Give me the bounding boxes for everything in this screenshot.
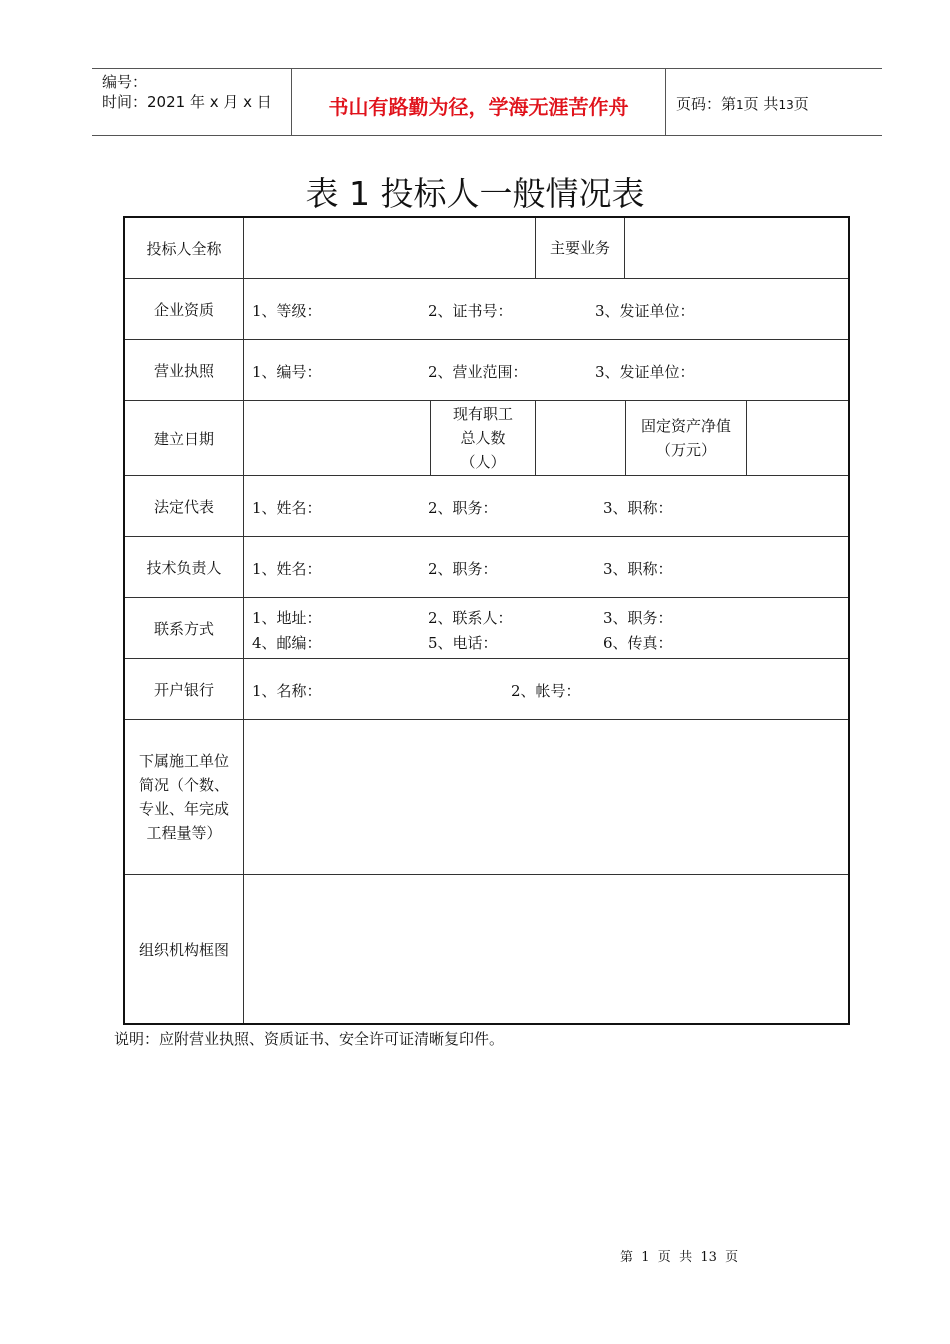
header-page-cell xyxy=(666,69,882,135)
staff-count-label xyxy=(431,401,535,475)
founded-date-label: 建立日期 xyxy=(153,429,214,448)
qualification-grade: 1、等级： xyxy=(252,302,322,320)
time-label: 时间：2021 年 x 月 x 日 xyxy=(102,93,272,111)
table-note: 说明：应附营业执照、资质证书、安全许可证清晰复印件。 xyxy=(114,1030,505,1048)
page-header xyxy=(92,68,882,136)
bank-label: 开户银行 xyxy=(153,680,214,699)
contact-person: 2、联系人： xyxy=(428,609,513,627)
subsidiaries-line: 专业、年完成 xyxy=(138,800,229,818)
fixed-assets-line: 固定资产净值 xyxy=(640,417,731,435)
page-footer: 第 1 页 共 13 页 xyxy=(620,1250,739,1265)
legal-rep-title: 3、职称： xyxy=(603,499,673,517)
document-title: 表 1 投标人一般情况表 xyxy=(305,174,645,213)
contact-postcode: 4、邮编： xyxy=(252,634,322,652)
qualification-label: 企业资质 xyxy=(153,300,214,319)
org-chart-label: 组织机构框图 xyxy=(138,940,229,959)
contact-address: 1、地址： xyxy=(252,609,322,627)
subsidiaries-line: 下属施工单位 xyxy=(138,752,229,770)
fixed-assets-line: （万元） xyxy=(655,441,716,459)
subsidiaries-line: 简况（个数、 xyxy=(138,776,229,794)
staff-count-line: 现有职工 xyxy=(452,405,513,423)
cell-divider xyxy=(746,400,747,475)
tech-lead-label: 技术负责人 xyxy=(146,558,222,577)
bidder-info-table xyxy=(123,216,850,1025)
page-total: 13 xyxy=(778,98,794,112)
staff-count-line: 总人数 xyxy=(460,429,506,447)
cell-divider xyxy=(535,400,536,475)
header-motto-cell xyxy=(292,69,666,135)
tech-lead-position: 2、职务： xyxy=(428,560,498,578)
qualification-issuer: 3、发证单位： xyxy=(595,302,695,320)
tech-lead-name: 1、姓名： xyxy=(252,560,322,578)
staff-count-line: （人） xyxy=(460,453,506,471)
cell-divider xyxy=(624,218,625,278)
main-business-label: 主要业务 xyxy=(549,239,610,257)
subsidiaries-line: 工程量等） xyxy=(146,824,222,842)
page-suffix: 页 xyxy=(793,95,809,113)
legal-rep-position: 2、职务： xyxy=(428,499,498,517)
bidder-name-label: 投标人全称 xyxy=(146,239,222,258)
license-label: 营业执照 xyxy=(153,361,214,380)
subsidiaries-label xyxy=(125,720,243,874)
contact-fax: 6、传真： xyxy=(603,634,673,652)
license-number: 1、编号： xyxy=(252,363,322,381)
license-scope: 2、营业范围： xyxy=(428,363,528,381)
page-prefix: 页码：第 xyxy=(676,95,737,113)
page-number xyxy=(676,93,809,114)
qualification-cert-no: 2、证书号： xyxy=(428,302,513,320)
page-current: 1 xyxy=(736,98,744,112)
serial-label: 编号： xyxy=(102,73,148,91)
contact-position: 3、职务： xyxy=(603,609,673,627)
contact-label: 联系方式 xyxy=(153,619,214,638)
page-mid: 页 共 xyxy=(743,95,779,113)
license-issuer: 3、发证单位： xyxy=(595,363,695,381)
bank-name: 1、名称： xyxy=(252,682,322,700)
tech-lead-title: 3、职称： xyxy=(603,560,673,578)
legal-rep-name: 1、姓名： xyxy=(252,499,322,517)
label-column-divider xyxy=(243,218,244,1023)
header-meta-cell xyxy=(92,69,292,135)
legal-rep-label: 法定代表 xyxy=(153,497,214,516)
motto: 书山有路勤为径，学海无涯苦作舟 xyxy=(328,95,629,119)
fixed-assets-label xyxy=(626,401,746,475)
contact-phone: 5、电话： xyxy=(428,634,498,652)
bank-account: 2、帐号： xyxy=(511,682,581,700)
